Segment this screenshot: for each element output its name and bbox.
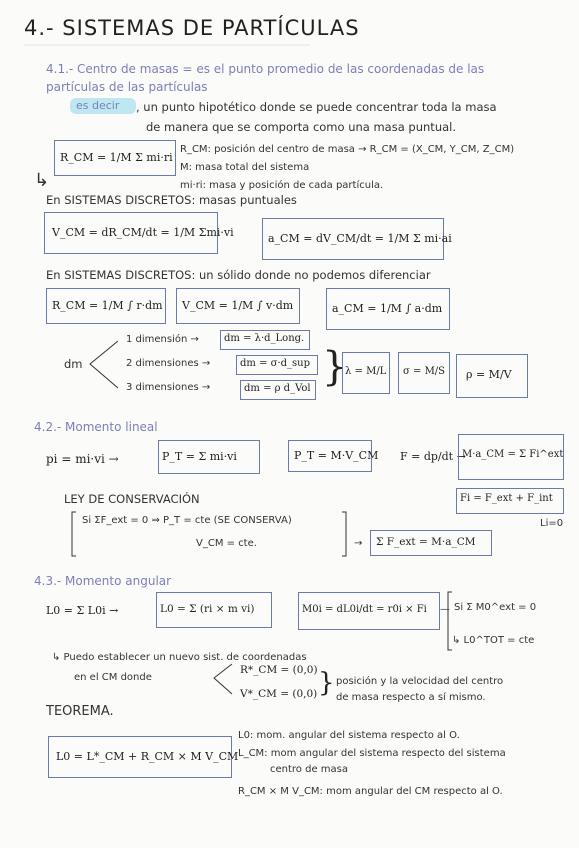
- ley-conservacion-label: LEY DE CONSERVACIÓN: [64, 492, 200, 506]
- definition-line-2: de manera que se comporta como una masa puntual.: [146, 120, 457, 134]
- sum-fext-formula: Σ F_ext = M·a_CM: [376, 536, 476, 548]
- force-formula: F = dp/dt →: [400, 450, 466, 463]
- teorema-def-2: L_CM: mom angular del sistema respecto del sistema: [238, 748, 506, 759]
- l0-cross-formula: L0 = Σ (ri × m vi): [160, 603, 255, 615]
- discretos-label: En SISTEMAS DISCRETOS: masas puntuales: [46, 193, 297, 207]
- vcm-constant: V_CM = cte.: [196, 538, 257, 549]
- dim-2-formula: dm = σ·d_sup: [240, 358, 310, 369]
- section-centro-masas-heading-2: partículas de las partículas: [46, 80, 208, 94]
- explica-line-1: posición y la velocidad del centro: [336, 676, 504, 687]
- page-title: 4.- SISTEMAS DE PARTÍCULAS: [24, 16, 360, 40]
- dim-2-label: 2 dimensiones →: [126, 358, 211, 369]
- l0-total-constant: ↳ L0^TOT = cte: [452, 635, 535, 646]
- puedo-establecer: ↳ Puedo establecer un nuevo sist. de coordenadas: [52, 652, 307, 663]
- moment-condition: Si Σ M0^ext = 0: [454, 602, 537, 613]
- mass-definition: M: masa total del sistema: [180, 162, 310, 173]
- continuos-label: En SISTEMAS DISCRETOS: un sólido donde no podemos diferenciar: [46, 268, 431, 282]
- sigma-formula: σ = M/S: [403, 366, 446, 377]
- a-integral: a_CM = 1/M ∫ a·dm: [332, 302, 443, 315]
- fi-formula: Fi = F_ext + F_int: [460, 493, 553, 504]
- pt-sum-formula: P_T = Σ mi·vi: [162, 450, 237, 463]
- rcm-star-zero: R*_CM = (0,0): [240, 664, 318, 676]
- li-zero-note: Li=0: [540, 518, 564, 529]
- right-brace: }: [322, 344, 348, 390]
- definition-line-1: , un punto hipotético donde se puede concentrar toda la masa: [136, 100, 497, 114]
- curved-arrow-icon: ↳: [34, 170, 50, 191]
- section-momento-angular-heading: 4.3.- Momento angular: [34, 574, 172, 588]
- vcm-formula: V_CM = dR_CM/dt = 1/M Σmi·vi: [52, 226, 234, 239]
- dim-1-label: 1 dimensión →: [126, 334, 199, 345]
- teorema-def-1: L0: mom. angular del sistema respecto al O.: [238, 730, 460, 741]
- arrow-icon: →: [354, 538, 363, 549]
- v-integral: V_CM = 1/M ∫ v·dm: [182, 299, 294, 312]
- dim-3-formula: dm = ρ d_Vol: [244, 383, 311, 394]
- dm-label: dm: [64, 357, 83, 371]
- teorema-label: TEOREMA.: [46, 704, 114, 719]
- pi-formula: pi = mi·vi →: [46, 452, 119, 466]
- dim-3-label: 3 dimensiones →: [126, 382, 211, 393]
- m0i-formula: M0i = dL0i/dt = r0i × Fi: [302, 604, 427, 615]
- l0-sum-formula: L0 = Σ L0i →: [46, 604, 119, 617]
- pt-mv-formula: P_T = M·V_CM: [294, 449, 379, 462]
- section-centro-masas-heading: 4.1.- Centro de masas = es el punto promedio de las coordenadas de las: [46, 62, 485, 76]
- conservation-condition: Si ΣF_ext = 0 ⇒ P_T = cte (SE CONSERVA): [82, 515, 292, 526]
- mi-ri-definition: mi·ri: masa y posición de cada partícula.: [180, 180, 384, 191]
- ma-sum-formula: M·a_CM = Σ Fi^ext: [462, 449, 564, 460]
- lambda-formula: λ = M/L: [345, 366, 387, 377]
- vcm-star-zero: V*_CM = (0,0): [240, 688, 318, 700]
- rcm-formula: R_CM = 1/M Σ mi·ri: [60, 151, 173, 164]
- rcm-definition: R_CM: posición del centro de masa → R_CM = (X_CM, Y_CM, Z_CM): [180, 144, 515, 155]
- r-integral: R_CM = 1/M ∫ r·dm: [52, 299, 163, 312]
- highlight-text: es decir: [76, 99, 120, 112]
- cm-right-brace: }: [318, 668, 335, 698]
- acm-formula: a_CM = dV_CM/dt = 1/M Σ mi·ai: [268, 232, 452, 245]
- dash-arrow-icon: —: [440, 604, 450, 615]
- teorema-def-3: R_CM × M V_CM: mom angular del CM respecto al O.: [238, 786, 503, 797]
- teorema-formula: L0 = L*_CM + R_CM × M V_CM: [56, 750, 239, 763]
- rho-formula: ρ = M/V: [466, 368, 512, 381]
- explica-line-2: de masa respecto a sí mismo.: [336, 692, 486, 703]
- dim-1-formula: dm = λ·d_Long.: [224, 333, 305, 344]
- teorema-def-2b: centro de masa: [270, 764, 348, 775]
- en-cm-donde: en el CM donde: [74, 672, 152, 683]
- section-momento-lineal-heading: 4.2.- Momento lineal: [34, 420, 158, 434]
